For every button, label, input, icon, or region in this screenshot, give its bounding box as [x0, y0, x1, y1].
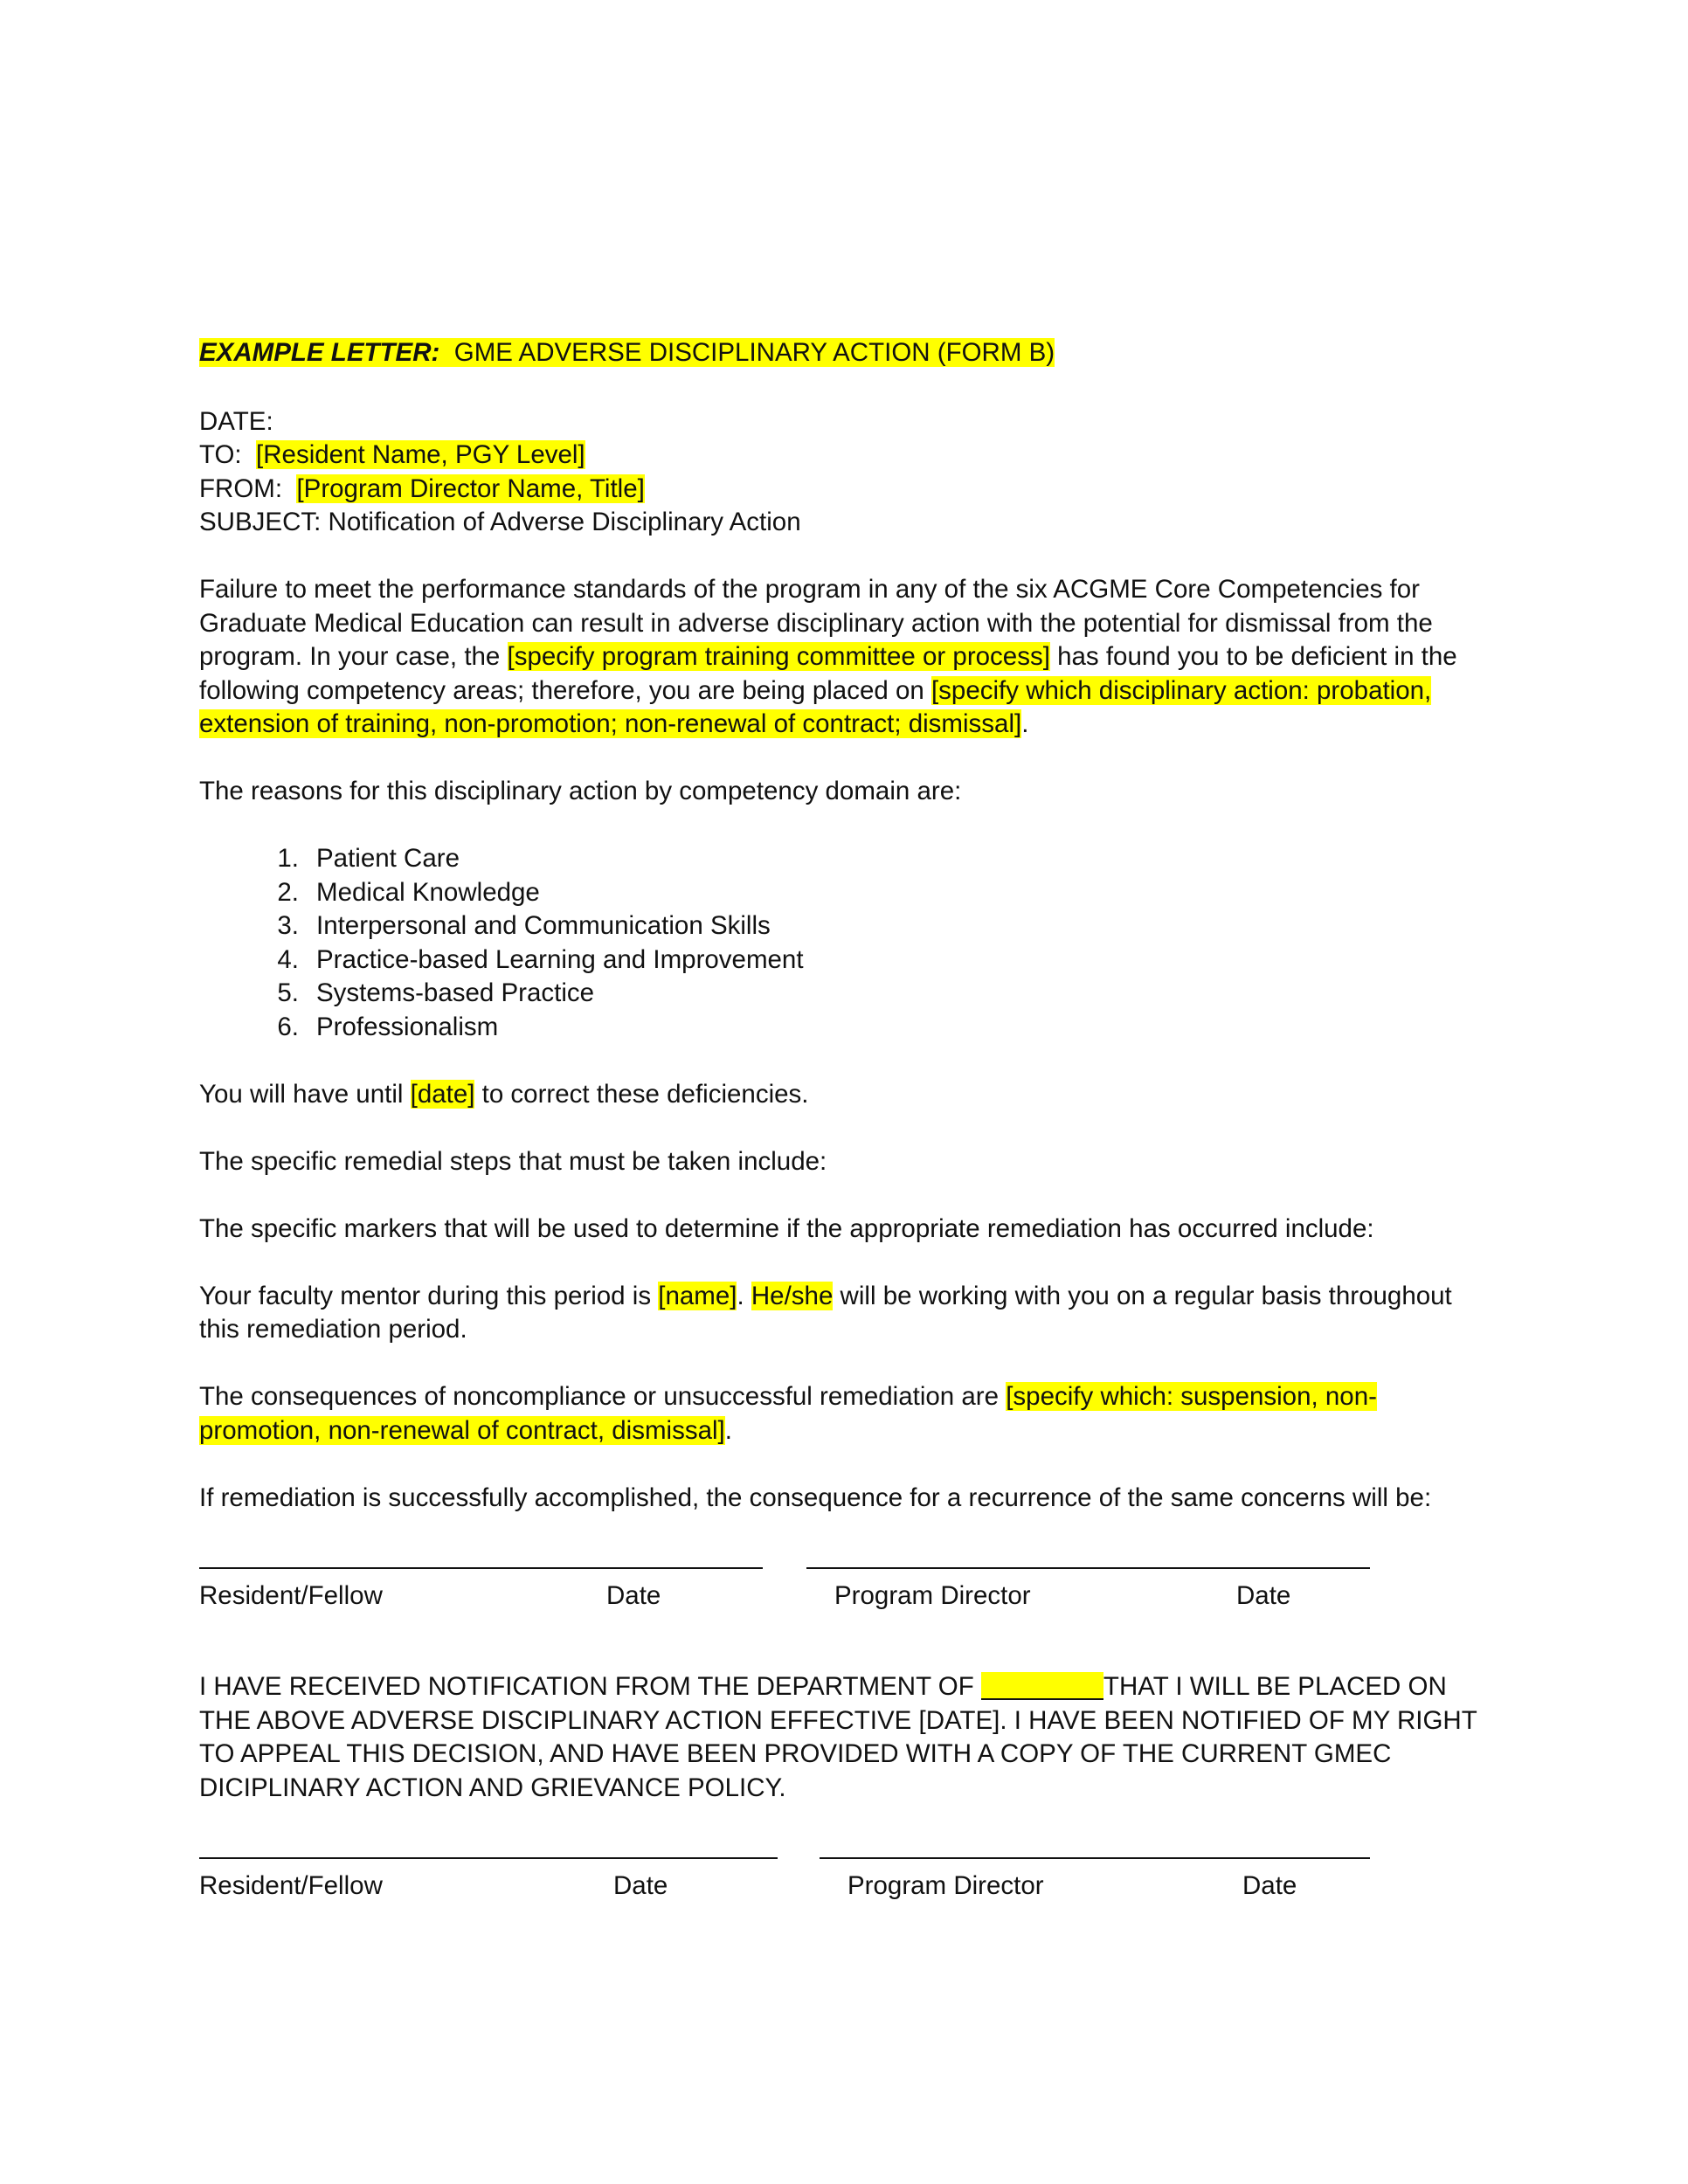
date-label-resident: Date — [613, 1871, 668, 1900]
director-label: Program Director — [847, 1871, 1044, 1900]
signature-line-director — [806, 1567, 1370, 1569]
resident-label: Resident/Fellow — [199, 1871, 383, 1900]
deadline-text-1: You will have until — [199, 1079, 411, 1109]
recurrence-paragraph: If remediation is successfully accomplished, the consequence for a recurrence of the same concerns will be: — [199, 1482, 1432, 1512]
from-label: FROM: — [199, 473, 283, 503]
ack-text-2: THAT I WILL BE PLACED ON THE ABOVE ADVERSE DISCIPLINARY ACTION EFFECTIVE [DATE]. I HAVE BEEN NOTIFIED OF MY RIGHT TO APPEAL THIS DECISION, AND HAVE BEEN PROVIDED WITH A COPY OF THE CURRENT GMEC DICIPLINARY ACTION AND GRIEVANCE POLICY. — [199, 1672, 1477, 1802]
deadline-paragraph — [199, 1078, 1492, 1112]
to-label: TO: — [199, 440, 242, 469]
to-value: [Resident Name, PGY Level] — [256, 440, 585, 469]
date-label-resident: Date — [606, 1581, 661, 1610]
consequences-placeholder: [specify which: suspension, non-promotion, non-renewal of contract, dismissal] — [199, 1382, 1377, 1445]
remedial-steps: The specific remedial steps that must be taken include: — [199, 1146, 827, 1176]
mentor-text-2: . — [737, 1281, 751, 1310]
list-number: 6. — [277, 1012, 299, 1041]
ack-text-1: I HAVE RECEIVED NOTIFICATION FROM THE DEPARTMENT OF — [199, 1672, 981, 1701]
department-blank — [981, 1672, 1103, 1700]
signature-block-1 — [199, 1567, 1492, 1646]
list-number: 5. — [277, 978, 299, 1007]
resident-label: Resident/Fellow — [199, 1581, 383, 1610]
from-line — [199, 473, 1492, 507]
mentor-text-1: Your faculty mentor during this period is — [199, 1281, 659, 1310]
signature-line-resident — [199, 1567, 763, 1569]
subject-text: SUBJECT: Notification of Adverse Disciplinary Action — [199, 508, 801, 536]
mentor-paragraph — [199, 1280, 1492, 1347]
list-text: Interpersonal and Communication Skills — [316, 911, 771, 940]
list-text: Systems-based Practice — [316, 978, 595, 1007]
consequences-text-2: . — [724, 1415, 732, 1445]
intro-text-3: . — [1021, 709, 1029, 738]
deadline-text-2: to correct these deficiencies. — [474, 1079, 809, 1109]
consequences-paragraph — [199, 1380, 1492, 1448]
date-label-director: Date — [1236, 1581, 1291, 1610]
signature-block-2 — [199, 1857, 1492, 1936]
list-item — [199, 909, 1492, 943]
list-text: Patient Care — [316, 844, 460, 873]
title-prefix: EXAMPLE LETTER: — [199, 338, 440, 367]
signature-line-director — [820, 1857, 1370, 1859]
list-item — [199, 943, 1492, 978]
consequences-text-1: The consequences of noncompliance or unsuccessful remediation are — [199, 1382, 1007, 1411]
signature-line-resident — [199, 1857, 778, 1859]
acknowledgement-paragraph — [199, 1670, 1492, 1805]
memo-header — [199, 405, 1492, 540]
intro-text-1: Failure to meet the performance standards of the program in any of the six ACGME Core Competencies for Graduate Medical Education can result in adverse disciplinary action with the potential for dismissal from the program. In your case, the — [199, 575, 1433, 671]
list-item — [199, 876, 1492, 910]
list-number: 3. — [277, 911, 299, 940]
from-value: [Program Director Name, Title] — [296, 473, 645, 503]
mentor-placeholder-name: [name] — [658, 1281, 737, 1310]
mentor-text-3: will be working with you on a regular basis throughout this remediation period. — [199, 1281, 1452, 1344]
list-text: Professionalism — [316, 1012, 499, 1041]
intro-text-2: has found you to be deficient in the following competency areas; therefore, you are being placed on — [199, 642, 1457, 705]
list-text: Practice-based Learning and Improvement — [316, 944, 804, 974]
list-number: 2. — [277, 877, 299, 907]
title-text: GME ADVERSE DISCIPLINARY ACTION (FORM B) — [453, 338, 1055, 367]
letter-body — [199, 336, 1492, 1936]
letter-title — [199, 336, 1492, 370]
to-line — [199, 439, 1492, 473]
date-label: DATE: — [199, 406, 273, 436]
list-item — [199, 1011, 1492, 1045]
list-number: 1. — [277, 844, 299, 873]
list-item — [199, 842, 1492, 876]
intro-placeholder-committee: [specify program training committee or process] — [507, 642, 1050, 671]
mentor-placeholder-pronoun: He/she — [751, 1281, 834, 1310]
competency-list — [199, 842, 1492, 1044]
director-label: Program Director — [834, 1581, 1031, 1610]
list-text: Medical Knowledge — [316, 877, 540, 907]
date-label-director: Date — [1242, 1871, 1297, 1900]
markers: The specific markers that will be used to determine if the appropriate remediation has occurred include: — [199, 1213, 1374, 1243]
deadline-placeholder: [date] — [410, 1079, 475, 1109]
subject-line — [199, 506, 1492, 540]
date-line — [199, 405, 1492, 439]
list-number: 4. — [277, 944, 299, 974]
intro-placeholder-action: [specify which disciplinary action: probation, extension of training, non-promotion; non-renewal of contract; dismissal] — [199, 675, 1432, 738]
intro-paragraph — [199, 573, 1492, 742]
list-item — [199, 977, 1492, 1011]
reasons-intro: The reasons for this disciplinary action by competency domain are: — [199, 777, 962, 805]
title-highlight — [199, 338, 1055, 367]
